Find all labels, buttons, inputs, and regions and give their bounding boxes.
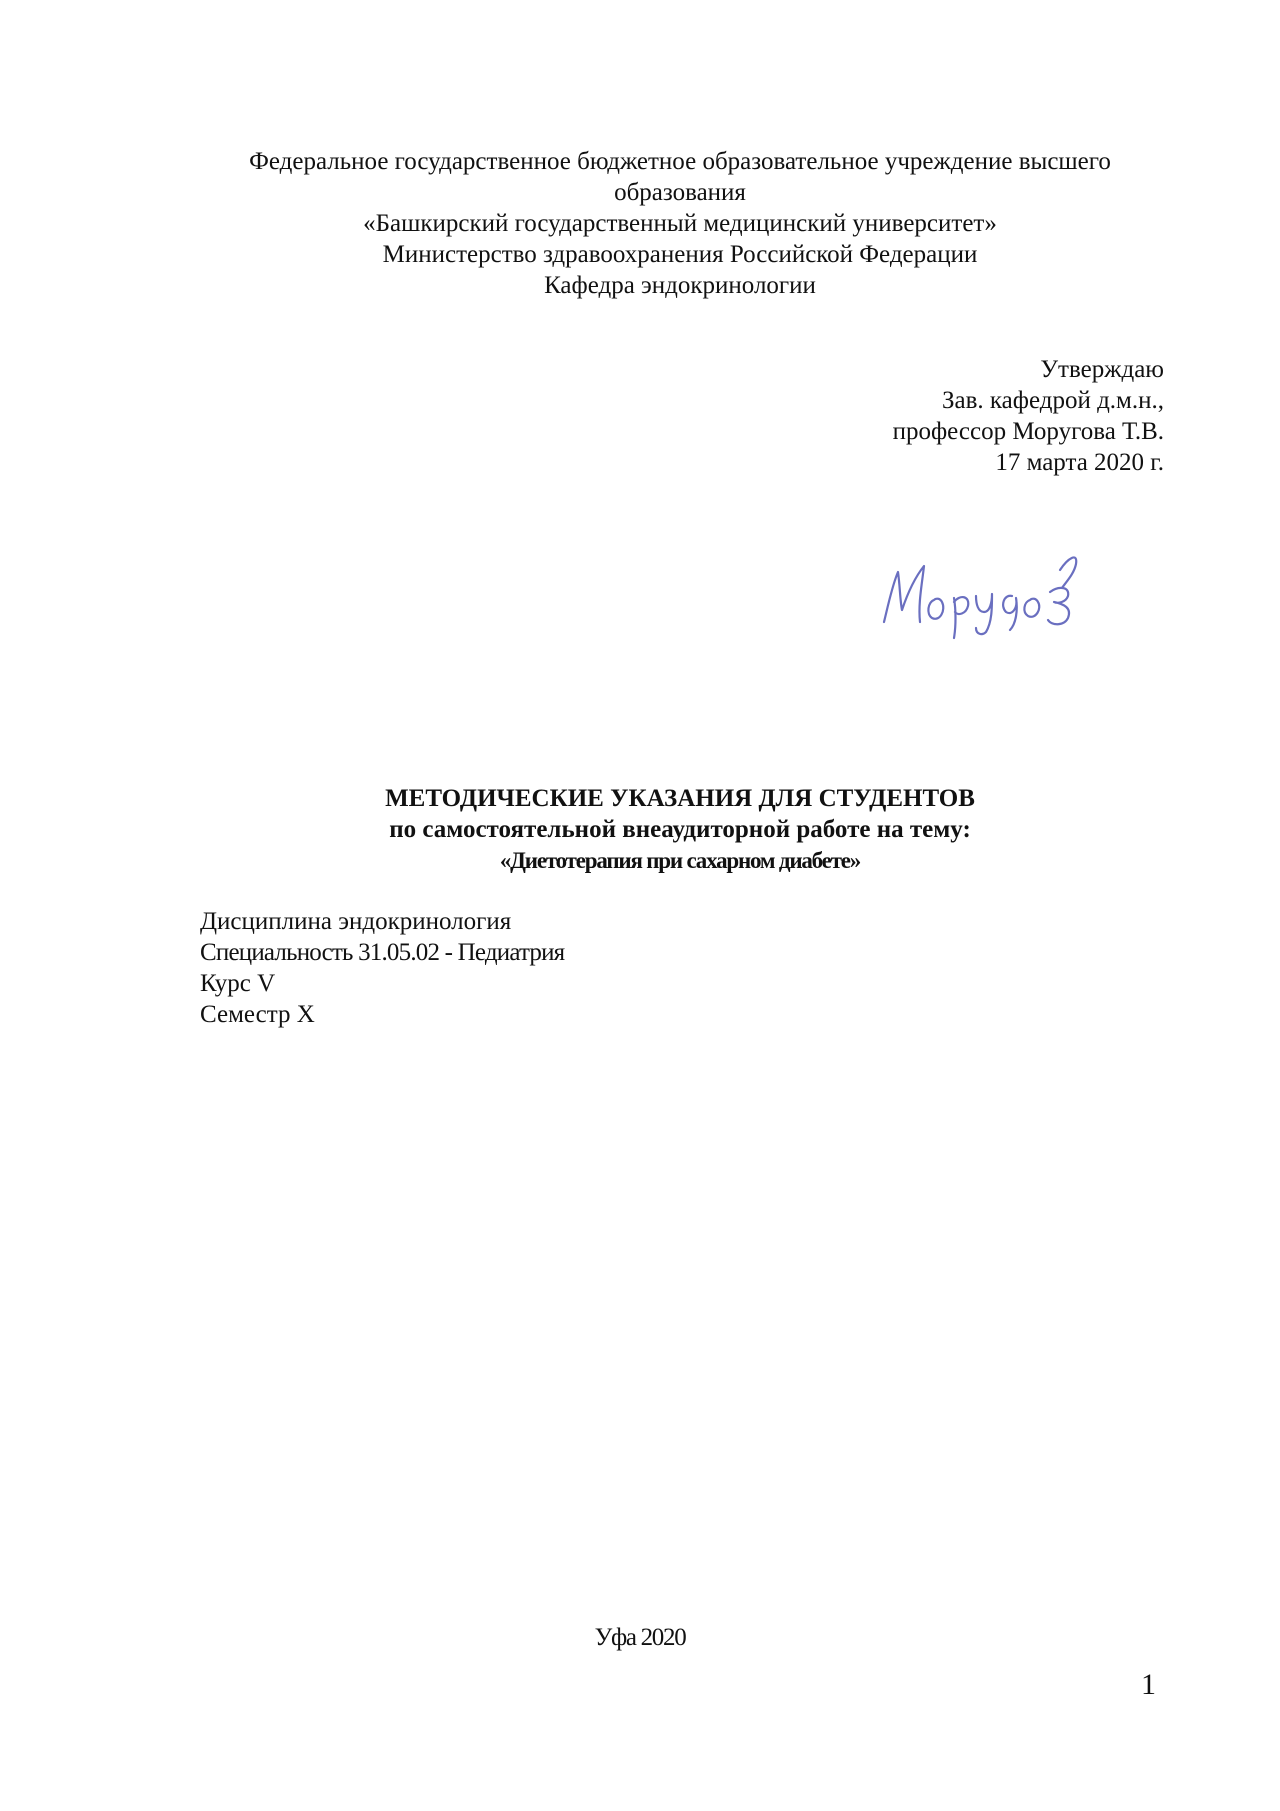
semester-line: Семестр X bbox=[200, 1001, 315, 1028]
discipline-info bbox=[200, 906, 564, 1030]
title-topic: «Диетотерапия при сахарном диабете» bbox=[499, 848, 861, 873]
city-year: Уфа 2020 bbox=[594, 1624, 686, 1651]
header-line-5: Кафедра эндокринологии bbox=[544, 272, 816, 299]
discipline-line: Дисциплина эндокринология bbox=[200, 908, 512, 935]
title-line-2: по самостоятельной внеаудиторной работе на тему: bbox=[389, 816, 971, 843]
approval-line-3: профессор Моругова Т.В. bbox=[892, 418, 1164, 445]
course-line: Курс V bbox=[200, 970, 276, 997]
approval-line-2: Зав. кафедрой д.м.н., bbox=[941, 387, 1164, 414]
approval-line-1: Утверждаю bbox=[1040, 356, 1164, 383]
approval-block bbox=[893, 354, 1164, 478]
page-number: 1 bbox=[1141, 1668, 1156, 1701]
document-title bbox=[200, 783, 1160, 876]
approval-date: 17 марта 2020 г. bbox=[995, 449, 1164, 476]
institution-header bbox=[200, 146, 1160, 301]
specialty-line: Специальность 31.05.02 - Педиатрия bbox=[200, 939, 565, 966]
header-line-3: «Башкирский государственный медицинский университет» bbox=[363, 210, 997, 237]
header-line-4: Министерство здравоохранения Российской Федерации bbox=[382, 241, 978, 268]
handwritten-signature bbox=[862, 530, 1102, 640]
header-line-1: Федеральное государственное бюджетное образовательное учреждение высшего bbox=[249, 148, 1111, 175]
header-line-2: образования bbox=[614, 179, 746, 206]
title-line-1: МЕТОДИЧЕСКИЕ УКАЗАНИЯ ДЛЯ СТУДЕНТОВ bbox=[385, 785, 975, 812]
